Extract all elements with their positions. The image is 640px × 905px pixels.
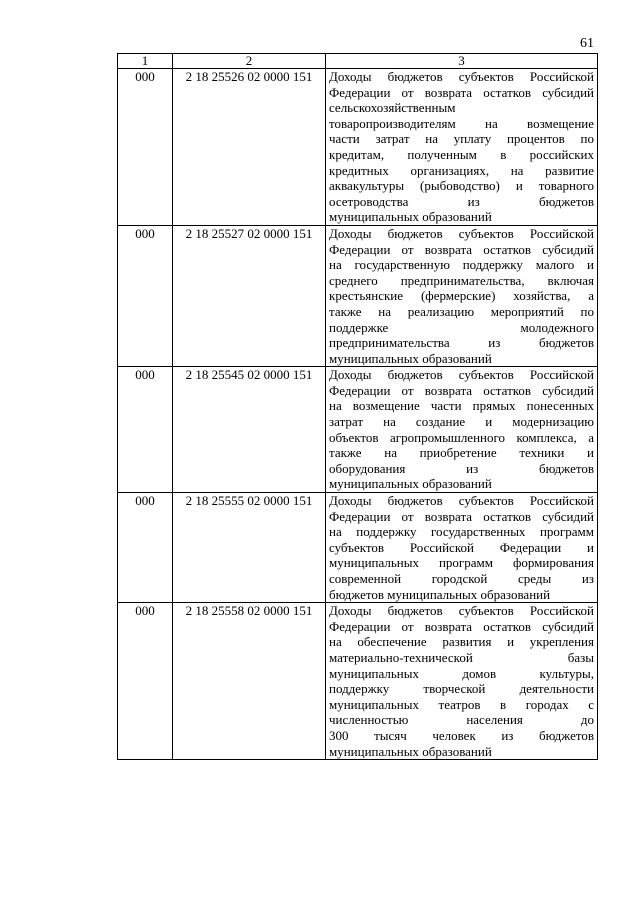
description-line: материально-технической базы bbox=[329, 649, 594, 665]
description-line: на обеспечение развития и укрепления bbox=[329, 634, 594, 650]
table-row bbox=[118, 225, 598, 366]
description-line: поддержке молодежного bbox=[329, 319, 594, 335]
description-line: сельскохозяйственным bbox=[329, 100, 456, 116]
description-line: осетроводства из бюджетов bbox=[329, 193, 594, 209]
budget-code-cell: 2 18 25555 02 0000 151 bbox=[173, 493, 326, 603]
description-line: муниципальных образований bbox=[329, 476, 492, 492]
description-line: 300 тысяч человек из бюджетов bbox=[329, 727, 594, 743]
income-description-cell bbox=[326, 367, 598, 493]
table-row bbox=[118, 367, 598, 493]
description-line: кредитам, полученным в российских bbox=[329, 146, 594, 162]
description-line: Федерации от возврата остатков субсидий bbox=[329, 508, 594, 524]
description-line: среднего предпринимательства, включая bbox=[329, 272, 594, 288]
income-description-cell bbox=[326, 603, 598, 760]
description-line: Федерации от возврата остатков субсидий bbox=[329, 618, 594, 634]
income-description-cell bbox=[326, 225, 598, 366]
description-line: оборудования из бюджетов bbox=[329, 460, 594, 476]
admin-code-cell: 000 bbox=[118, 493, 173, 603]
description-line: Федерации от возврата остатков субсидий bbox=[329, 84, 594, 100]
description-line: муниципальных образований bbox=[329, 743, 492, 759]
description-line: части затрат на уплату процентов по bbox=[329, 131, 594, 147]
budget-code-cell: 2 18 25527 02 0000 151 bbox=[173, 225, 326, 366]
description-line: муниципальных образований bbox=[329, 209, 492, 225]
description-line: Федерации от возврата остатков субсидий bbox=[329, 241, 594, 257]
description-line: на поддержку государственных программ bbox=[329, 524, 594, 540]
budget-codes-table bbox=[117, 53, 598, 760]
description-line: численностью населения до bbox=[329, 712, 594, 728]
description-line: аквакультуры (рыбоводство) и товарного bbox=[329, 178, 594, 194]
admin-code-cell: 000 bbox=[118, 603, 173, 760]
budget-code-cell: 2 18 25545 02 0000 151 bbox=[173, 367, 326, 493]
description-line: товаропроизводителям на возмещение bbox=[329, 115, 594, 131]
admin-code-cell: 000 bbox=[118, 225, 173, 366]
description-line: на возмещение части прямых понесенных bbox=[329, 398, 594, 414]
description-line: затрат на создание и модернизацию bbox=[329, 414, 594, 430]
description-line: Федерации от возврата остатков субсидий bbox=[329, 382, 594, 398]
description-line: поддержку творческой деятельности bbox=[329, 681, 594, 697]
description-line: Доходы бюджетов субъектов Российской bbox=[329, 225, 594, 241]
column-header-2: 2 bbox=[173, 54, 326, 69]
description-line: муниципальных театров в городах с bbox=[329, 696, 594, 712]
description-line: также на приобретение техники и bbox=[329, 445, 594, 461]
admin-code-cell: 000 bbox=[118, 69, 173, 226]
description-line: муниципальных образований bbox=[329, 350, 492, 366]
description-line: Доходы бюджетов субъектов Российской bbox=[329, 603, 594, 619]
income-description-cell bbox=[326, 493, 598, 603]
description-line: бюджетов муниципальных образований bbox=[329, 586, 551, 602]
table-header-row bbox=[118, 54, 598, 69]
column-header-3: 3 bbox=[326, 54, 598, 69]
description-line: на государственную поддержку малого и bbox=[329, 257, 594, 273]
description-line: также на реализацию мероприятий по bbox=[329, 303, 594, 319]
description-line: объектов агропромышленного комплекса, а bbox=[329, 429, 594, 445]
description-line: муниципальных домов культуры, bbox=[329, 665, 594, 681]
table-row bbox=[118, 603, 598, 760]
table-body bbox=[118, 69, 598, 760]
description-line: крестьянские (фермерские) хозяйства, а bbox=[329, 288, 594, 304]
description-line: предпринимательства из бюджетов bbox=[329, 335, 594, 351]
column-header-1: 1 bbox=[118, 54, 173, 69]
description-line: Доходы бюджетов субъектов Российской bbox=[329, 493, 594, 509]
description-line: Доходы бюджетов субъектов Российской bbox=[329, 367, 594, 383]
table-row bbox=[118, 493, 598, 603]
description-line: субъектов Российской Федерации и bbox=[329, 539, 594, 555]
income-description-cell bbox=[326, 69, 598, 226]
description-line: современной городской среды из bbox=[329, 571, 594, 586]
admin-code-cell: 000 bbox=[118, 367, 173, 493]
budget-code-cell: 2 18 25526 02 0000 151 bbox=[173, 69, 326, 226]
table-row bbox=[118, 69, 598, 226]
description-line: Доходы бюджетов субъектов Российской bbox=[329, 69, 594, 84]
page-number: 61 bbox=[580, 36, 594, 51]
budget-code-cell: 2 18 25558 02 0000 151 bbox=[173, 603, 326, 760]
description-line: муниципальных программ формирования bbox=[329, 555, 594, 571]
description-line: кредитных организациях, на развитие bbox=[329, 162, 594, 178]
